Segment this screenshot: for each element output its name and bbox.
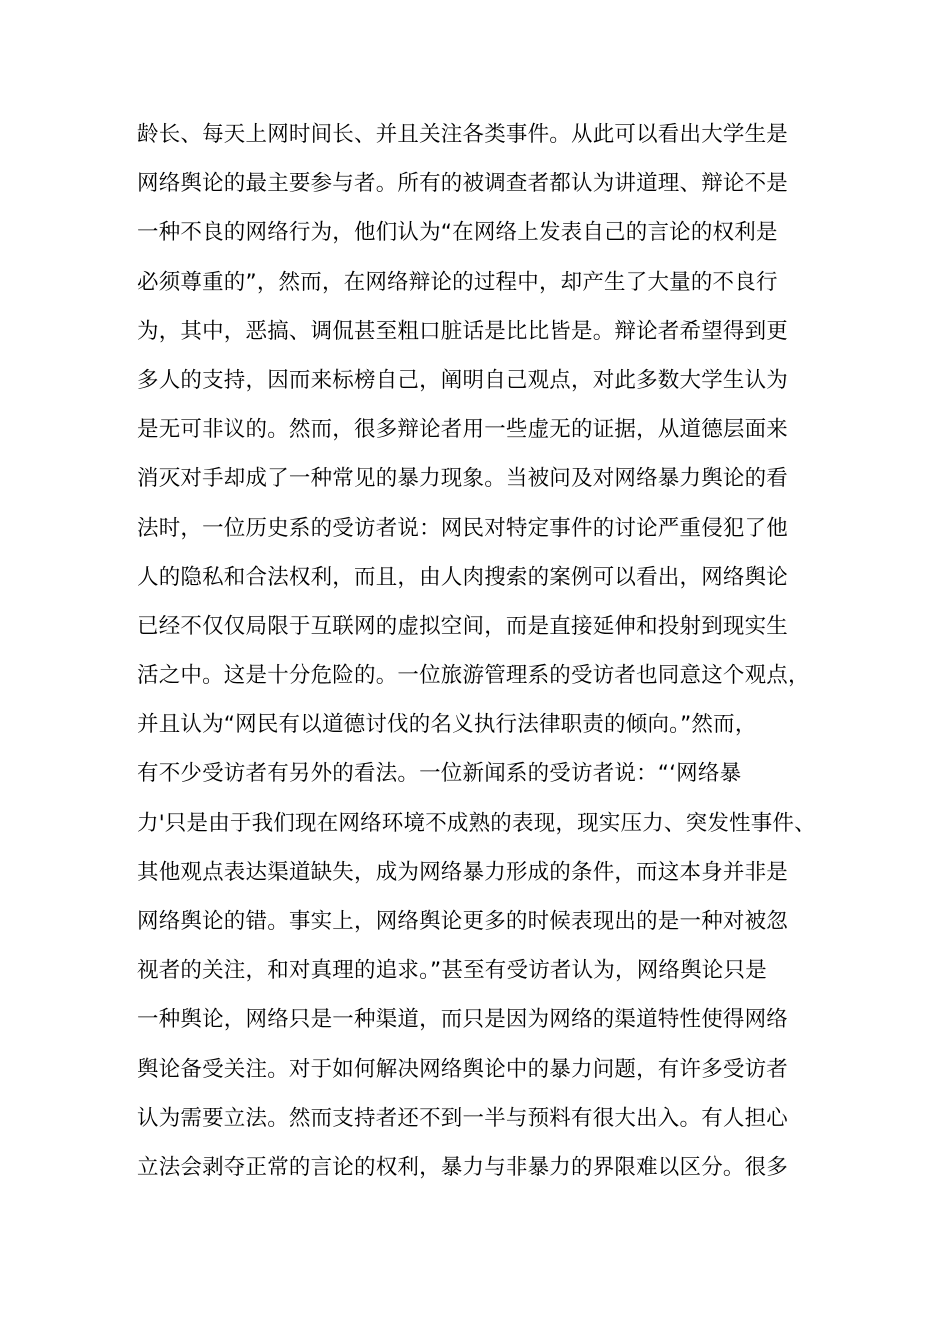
text-line: 法时，一位历史系的受访者说：网民对特定事件的讨论严重侵犯了他 xyxy=(137,515,789,541)
text-line: 一种不良的网络行为，他们认为“在网络上发表自己的言论的权利是 xyxy=(137,220,778,246)
text-line: 已经不仅仅局限于互联网的虚拟空间，而是直接延伸和投射到现实生 xyxy=(137,613,789,639)
text-line: 网络舆论的错。事实上，网络舆论更多的时候表现出的是一种对被忽 xyxy=(137,909,789,934)
text-line: 人的隐私和合法权利，而且，由人肉搜索的案例可以看出，网络舆论 xyxy=(137,564,789,590)
text-line: 力'只是由于我们现在网络环境不成熟的表现，现实压力、突发性事件、 xyxy=(137,810,816,836)
text-line: 认为需要立法。然而支持者还不到一半与预料有很大出入。有人担心 xyxy=(137,1105,789,1131)
text-line: 立法会剥夺正常的言论的权利，暴力与非暴力的界限难以区分。很多 xyxy=(137,1154,789,1180)
text-line: 龄长、每天上网时间长、并且关注各类事件。从此可以看出大学生是 xyxy=(137,122,789,147)
text-line: 舆论备受关注。对于如何解决网络舆论中的暴力问题，有许多受访者 xyxy=(137,1056,789,1082)
text-line: 多人的支持，因而来标榜自己，阐明自己观点，对此多数大学生认为 xyxy=(137,367,789,393)
text-line: 为，其中，恶搞、调侃甚至粗口脏话是比比皆是。辩论者希望得到更 xyxy=(137,318,789,344)
text-line: 其他观点表达渠道缺失，成为网络暴力形成的条件，而这本身并非是 xyxy=(137,859,789,885)
text-line: 是无可非议的。然而，很多辩论者用一些虚无的证据，从道德层面来 xyxy=(137,417,789,443)
text-line: 有不少受访者有另外的看法。一位新闻系的受访者说：“‘网络暴 xyxy=(137,761,742,787)
text-line: 活之中。这是十分危险的。一位旅游管理系的受访者也同意这个观点， xyxy=(137,663,810,689)
text-line: 网络舆论的最主要参与者。所有的被调查者都认为讲道理、辩论不是 xyxy=(137,171,789,197)
text-line: 消灭对手却成了一种常见的暴力现象。当被问及对网络暴力舆论的看 xyxy=(137,466,789,492)
text-line: 并且认为“网民有以道德讨伐的名义执行法律职责的倾向。”然而， xyxy=(137,712,757,738)
body-text xyxy=(137,116,827,1198)
text-line: 视者的关注，和对真理的追求。”甚至有受访者认为，网络舆论只是 xyxy=(137,958,767,984)
text-line: 必须尊重的”，然而，在网络辩论的过程中，却产生了大量的不良行 xyxy=(137,269,778,295)
text-line: 一种舆论，网络只是一种渠道，而只是因为网络的渠道特性使得网络 xyxy=(137,1007,789,1033)
